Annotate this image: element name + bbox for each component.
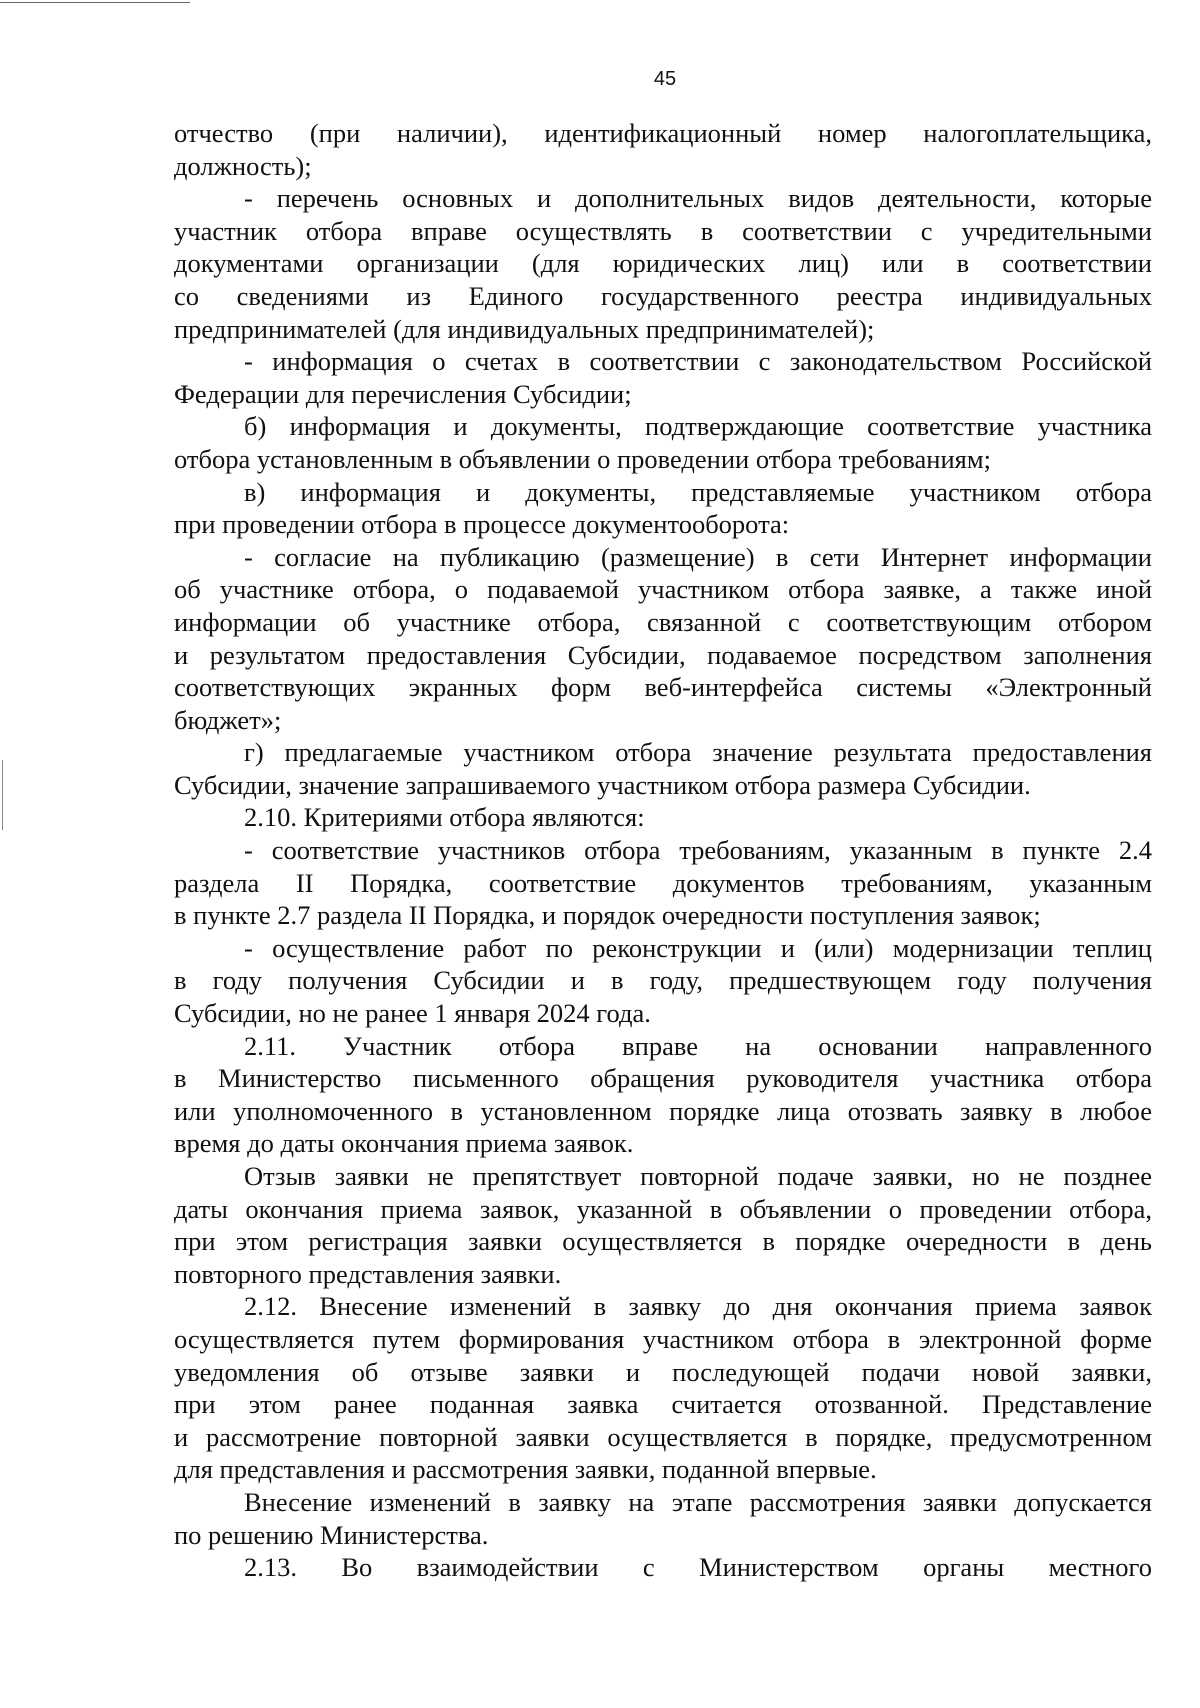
text-line: в) информация и документы, представляемые участником отбора: [244, 476, 1152, 507]
text-line: - перечень основных и дополнительных видов деятельности, которые: [244, 183, 1152, 214]
text-line: при проведении отбора в процессе документооборота:: [174, 509, 790, 540]
text-line: осуществляется путем формирования участником отбора в электронной форме: [174, 1323, 1152, 1354]
text-line: даты окончания приема заявок, указанной в объявлении о проведении отбора,: [174, 1193, 1152, 1224]
text-line: б) информация и документы, подтверждающие соответствие участника: [244, 411, 1152, 442]
text-line: по решению Министерства.: [174, 1519, 489, 1550]
text-line: Субсидии, но не ранее 1 января 2024 года.: [174, 998, 651, 1029]
text-line: документами организации (для юридических лиц) или в соответствии: [174, 248, 1152, 279]
text-line: Отзыв заявки не препятствует повторной подаче заявки, но не позднее: [244, 1161, 1152, 1191]
text-line: должность);: [174, 150, 312, 181]
text-line: при этом ранее поданная заявка считается отозванной. Представление: [174, 1389, 1152, 1420]
text-line: - соответствие участников отбора требованиям, указанным в пункте 2.4: [244, 835, 1152, 866]
text-line: для представления и рассмотрения заявки, поданной впервые.: [174, 1454, 877, 1485]
page-number: 45: [653, 68, 677, 90]
text-line: отчество (при наличии), идентификационный номер налогоплательщика,: [174, 118, 1152, 148]
text-line: Внесение изменений в заявку на этапе рассмотрения заявки допускается: [244, 1486, 1152, 1517]
text-line: уведомления об отзыве заявки и последующей подачи новой заявки,: [174, 1356, 1152, 1387]
scan-edge-left: [2, 760, 3, 830]
text-line: Субсидии, значение запрашиваемого участником отбора размера Субсидии.: [174, 769, 1031, 800]
text-line: Федерации для перечисления Субсидии;: [174, 378, 632, 409]
text-line: отбора установленным в объявлении о проведении отбора требованиям;: [174, 443, 991, 474]
text-line: г) предлагаемые участником отбора значение результата предоставления: [244, 737, 1152, 768]
text-line: раздела II Порядка, соответствие документов требованиям, указанным: [174, 867, 1152, 898]
text-line: 2.13. Во взаимодействии с Министерством органы местного: [244, 1552, 1152, 1583]
text-line: предпринимателей (для индивидуальных предпринимателей);: [174, 313, 875, 344]
text-line: участник отбора вправе осуществлять в соответствии с учредительными: [174, 215, 1152, 246]
text-line: или уполномоченного в установленном порядке лица отозвать заявку в любое: [174, 1095, 1152, 1126]
text-line: соответствующих экранных форм веб-интерфейса системы «Электронный: [174, 672, 1152, 703]
text-line: в году получения Субсидии и в году, предшествующем году получения: [174, 965, 1152, 996]
text-line: со сведениями из Единого государственного реестра индивидуальных: [174, 280, 1152, 311]
scan-edge-top: [0, 2, 190, 3]
text-line: и рассмотрение повторной заявки осуществляется в порядке, предусмотренном: [174, 1421, 1152, 1452]
text-line: - осуществление работ по реконструкции и (или) модернизации теплиц: [244, 932, 1152, 963]
text-line: при этом регистрация заявки осуществляется в порядке очередности в день: [174, 1226, 1152, 1257]
text-line: 2.10. Критериями отбора являются:: [244, 802, 645, 833]
text-line: - согласие на публикацию (размещение) в сети Интернет информации: [244, 541, 1152, 572]
document-body: [174, 117, 1152, 1584]
text-line: в пункте 2.7 раздела II Порядка, и порядок очередности поступления заявок;: [174, 900, 1041, 931]
text-line: - информация о счетах в соответствии с законодательством Российской: [244, 346, 1152, 377]
text-line: 2.12. Внесение изменений в заявку до дня окончания приема заявок: [244, 1291, 1152, 1322]
text-line: время до даты окончания приема заявок.: [174, 1128, 634, 1159]
text-line: и результатом предоставления Субсидии, подаваемое посредством заполнения: [174, 639, 1152, 670]
text-line: 2.11. Участник отбора вправе на основании направленного: [244, 1030, 1152, 1061]
text-line: об участнике отбора, о подаваемой участником отбора заявке, а также иной: [174, 574, 1152, 605]
text-line: в Министерство письменного обращения руководителя участника отбора: [174, 1063, 1152, 1094]
text-line: бюджет»;: [174, 704, 282, 735]
text-line: информации об участнике отбора, связанной с соответствующим отбором: [174, 606, 1152, 637]
text-line: повторного представления заявки.: [174, 1258, 562, 1289]
